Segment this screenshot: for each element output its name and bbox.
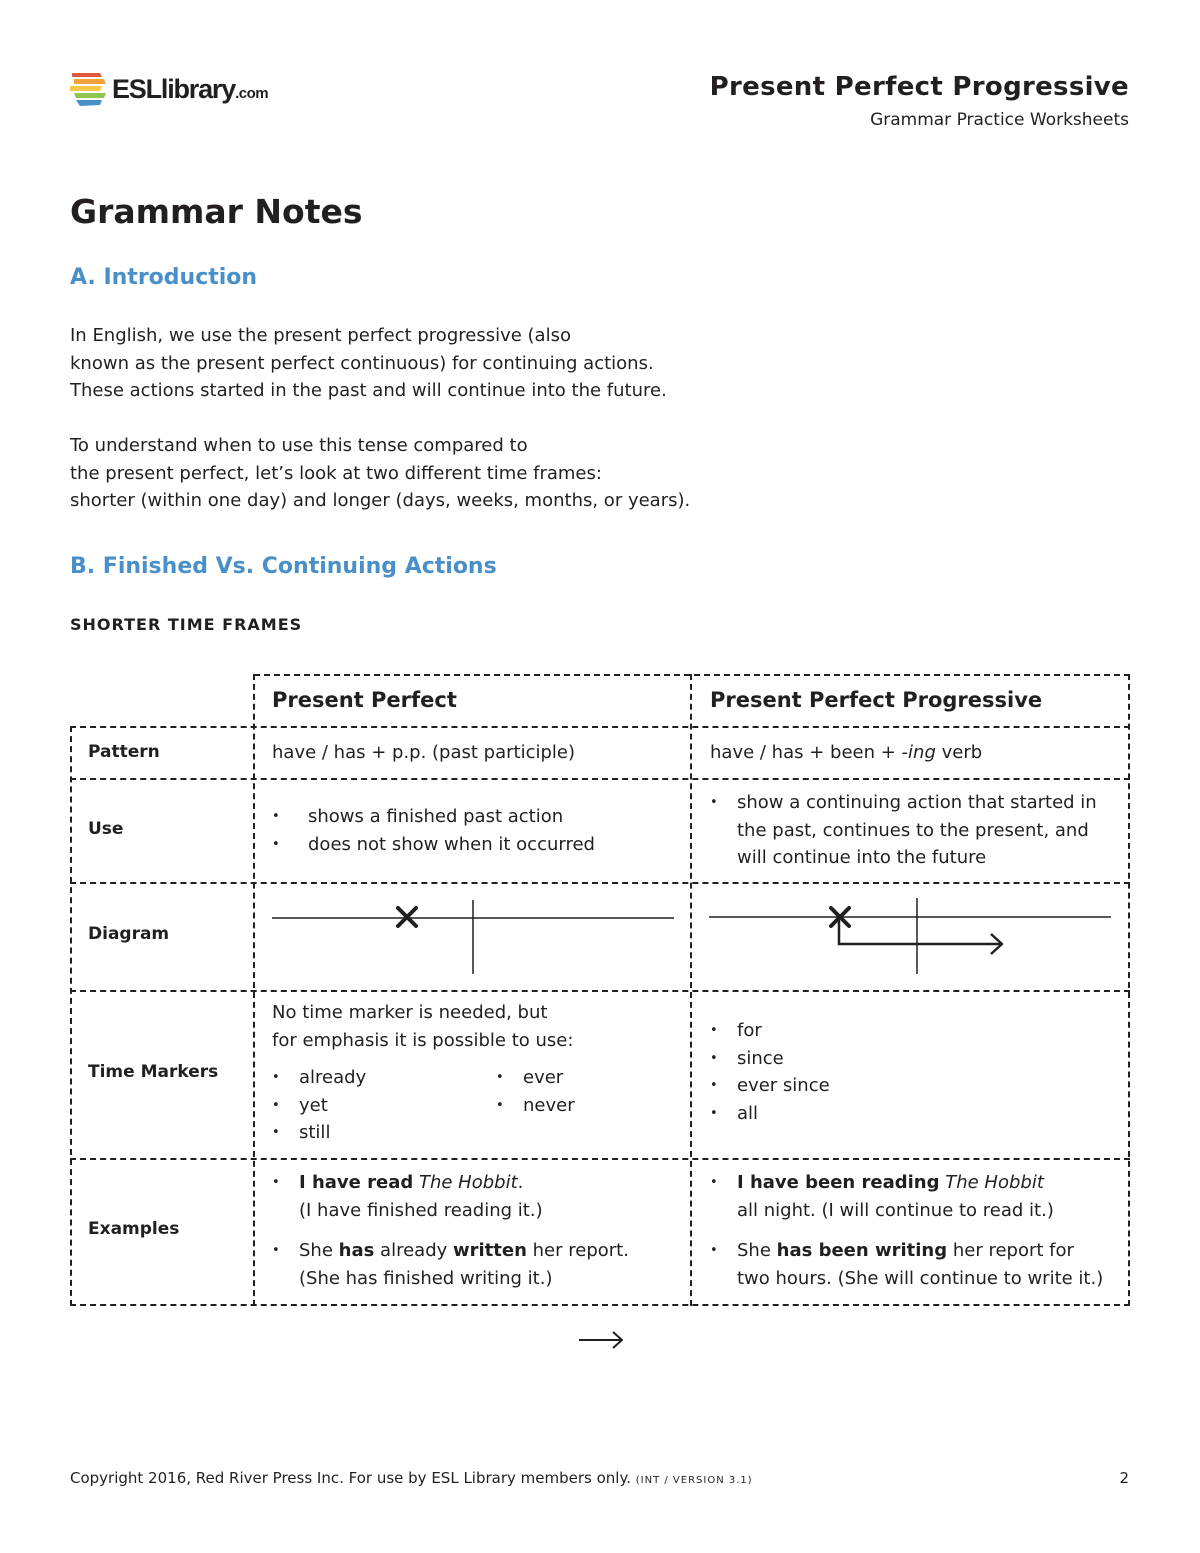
table-row-divider — [70, 882, 1130, 884]
table-border-right — [1128, 674, 1130, 1306]
list-item: • She has already written her report. (She has finished writing it.) — [272, 1237, 629, 1292]
list-item: • does not show when it occurred — [272, 831, 595, 859]
table-row-divider — [70, 726, 1130, 728]
row-label-examples: Examples — [88, 1219, 180, 1239]
list-item: • already — [272, 1064, 366, 1092]
table-row-divider — [70, 1158, 1130, 1160]
worksheet-title: Present Perfect Progressive — [709, 72, 1129, 102]
time-markers-present-perfect-list-left — [272, 1064, 366, 1147]
pattern-present-perfect: have / has + p.p. (past participle) — [272, 742, 576, 763]
present-perfect-progressive-timeline-diagram — [707, 892, 1117, 982]
finished-action-mark-icon — [398, 908, 416, 926]
esl-library-logo: ESLlibrary.com — [70, 70, 280, 110]
shorter-time-frames-subheading: SHORTER TIME FRAMES — [70, 615, 303, 634]
list-item: • all — [710, 1100, 830, 1128]
list-item: • I have been reading The Hobbit all night. (I will continue to read it.) — [710, 1169, 1103, 1224]
list-item: • still — [272, 1119, 366, 1147]
intro-paragraph-1: In English, we use the present perfect progressive (also known as the present perfect continuous) for continuing actions. These actions started in the past and will continue into the future. — [70, 325, 667, 401]
row-label-diagram: Diagram — [88, 924, 170, 944]
books-logo-icon — [70, 70, 110, 110]
time-markers-present-perfect-list-right — [496, 1064, 575, 1119]
copyright-footer: Copyright 2016, Red River Press Inc. For use by ESL Library members only. (INT / VERSION 3.1) — [70, 1469, 753, 1487]
list-item: • for — [710, 1017, 830, 1045]
use-present-perfect-progressive — [710, 789, 1097, 872]
examples-present-perfect-progressive — [710, 1169, 1103, 1292]
intro-paragraph-2: To understand when to use this tense compared to the present perfect, let’s look at two different time frames: shorter (within one day) and longer (days, weeks, months, or years). — [70, 435, 691, 511]
time-markers-present-perfect-intro: No time marker is needed, but for emphasis it is possible to use: — [272, 1002, 574, 1051]
present-perfect-timeline-diagram — [270, 892, 680, 982]
table-border-bottom — [70, 1304, 1130, 1306]
list-item: • never — [496, 1092, 575, 1120]
list-item: • since — [710, 1045, 830, 1073]
list-item: • ever since — [710, 1072, 830, 1100]
table-column-divider — [690, 674, 692, 1306]
page-number: 2 — [1119, 1469, 1129, 1487]
list-item: • ever — [496, 1064, 575, 1092]
table-column-divider — [253, 674, 255, 1306]
pattern-present-perfect-progressive: have / has + been + -ing verb — [710, 742, 983, 763]
next-page-arrow-icon — [576, 1324, 626, 1354]
page-title: Grammar Notes — [70, 192, 363, 231]
list-item: • I have read The Hobbit. (I have finished reading it.) — [272, 1169, 629, 1224]
list-item: • yet — [272, 1092, 366, 1120]
row-label-pattern: Pattern — [88, 742, 160, 762]
column-header-present-perfect: Present Perfect — [272, 688, 457, 712]
table-row-divider — [70, 778, 1130, 780]
section-a-heading: A. Introduction — [70, 265, 258, 290]
row-label-use: Use — [88, 819, 124, 839]
section-b-heading: B. Finished Vs. Continuing Actions — [70, 554, 497, 579]
examples-present-perfect — [272, 1169, 629, 1292]
list-item: • show a continuing action that started in the past, continues to the present, and will continue into the future — [710, 789, 1097, 872]
time-markers-present-perfect-progressive — [710, 1017, 830, 1127]
table-row-divider — [70, 990, 1130, 992]
table-border-top — [254, 674, 1130, 676]
use-present-perfect — [272, 803, 595, 858]
comparison-table — [70, 674, 1130, 1306]
list-item: • She has been writing her report for two hours. (She will continue to write it.) — [710, 1237, 1103, 1292]
list-item: • shows a finished past action — [272, 803, 595, 831]
row-label-time-markers: Time Markers — [88, 1062, 219, 1082]
column-header-present-perfect-progressive: Present Perfect Progressive — [710, 688, 1043, 712]
worksheet-subtitle: Grammar Practice Worksheets — [870, 110, 1129, 130]
table-border-left — [70, 726, 72, 1306]
